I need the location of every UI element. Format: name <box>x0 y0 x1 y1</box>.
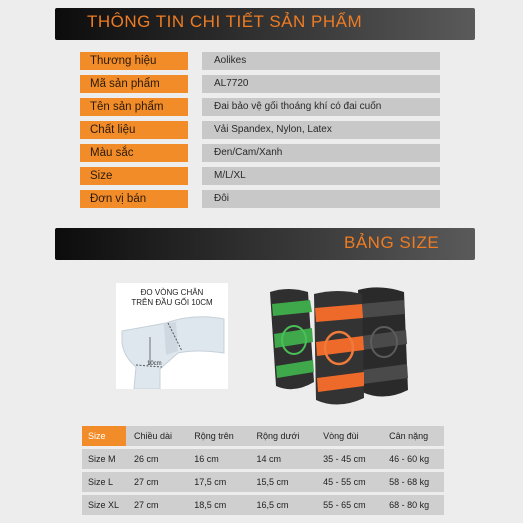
size-table-header-row <box>82 426 444 446</box>
size-table-cell: 68 - 80 kg <box>381 495 444 515</box>
info-label: Thương hiệu <box>80 52 188 70</box>
measure-caption-line1: ĐO VÒNG CHÂN <box>140 288 204 297</box>
size-table-cell: 26 cm <box>126 449 186 469</box>
green-knee-sleeve <box>270 289 314 389</box>
measure-mark-label: 10cm <box>147 361 162 367</box>
info-value: AL7720 <box>202 75 440 93</box>
size-table-cell: 27 cm <box>126 495 186 515</box>
info-label: Tên sản phẩm <box>80 98 188 116</box>
info-label: Size <box>80 167 188 185</box>
info-value: Đôi <box>202 190 440 208</box>
info-row-brand <box>80 52 440 70</box>
size-table-header-cell: Vòng đùi <box>315 426 381 446</box>
knee-sleeves-image <box>258 286 418 414</box>
size-table-row <box>82 449 444 469</box>
size-table-cell: 45 - 55 cm <box>315 472 381 492</box>
orange-knee-sleeve <box>314 291 364 405</box>
info-row-size <box>80 167 440 185</box>
size-table-cell: 58 - 68 kg <box>381 472 444 492</box>
size-table-cell: 17,5 cm <box>186 472 248 492</box>
info-value: M/L/XL <box>202 167 440 185</box>
size-table-cell: 55 - 65 cm <box>315 495 381 515</box>
info-label: Đơn vị bán <box>80 190 188 208</box>
info-row-unit <box>80 190 440 208</box>
info-value: Vải Spandex, Nylon, Latex <box>202 121 440 139</box>
info-label: Mã sản phẩm <box>80 75 188 93</box>
info-row-name <box>80 98 440 116</box>
size-table-cell: Size M <box>82 449 126 469</box>
size-table-row <box>82 472 444 492</box>
size-table-cell: 15,5 cm <box>248 472 315 492</box>
size-table <box>82 423 444 518</box>
size-table-row <box>82 495 444 515</box>
size-table-cell: Size L <box>82 472 126 492</box>
product-info-table <box>80 52 440 213</box>
size-chart-title: BẢNG SIZE <box>344 233 440 252</box>
size-table-cell: 35 - 45 cm <box>315 449 381 469</box>
info-row-color <box>80 144 440 162</box>
size-table-cell: 16,5 cm <box>248 495 315 515</box>
info-label: Màu sắc <box>80 144 188 162</box>
size-table-header-cell: Rộng trên <box>186 426 248 446</box>
size-table-cell: 16 cm <box>186 449 248 469</box>
product-info-title: THÔNG TIN CHI TIẾT SẢN PHẨM <box>87 12 363 31</box>
size-table-cell: Size XL <box>82 495 126 515</box>
info-value: Đen/Cam/Xanh <box>202 144 440 162</box>
size-table-header-cell: Rộng dưới <box>248 426 315 446</box>
size-table-header-cell: Chiều dài <box>126 426 186 446</box>
info-value: Đai bảo vệ gối thoáng khí có đai cuốn <box>202 98 440 116</box>
info-row-material <box>80 121 440 139</box>
size-table-header-cell: Size <box>82 426 126 446</box>
measure-caption <box>120 288 224 308</box>
size-table-cell: 27 cm <box>126 472 186 492</box>
info-row-sku <box>80 75 440 93</box>
size-table-cell: 18,5 cm <box>186 495 248 515</box>
size-table-cell: 14 cm <box>248 449 315 469</box>
info-label: Chất liệu <box>80 121 188 139</box>
measure-caption-line2: TRÊN ĐẦU GỐI 10CM <box>131 298 213 307</box>
black-knee-sleeve <box>358 287 408 396</box>
size-table-cell: 46 - 60 kg <box>381 449 444 469</box>
size-table-header-cell: Cân nặng <box>381 426 444 446</box>
info-value: Aolikes <box>202 52 440 70</box>
